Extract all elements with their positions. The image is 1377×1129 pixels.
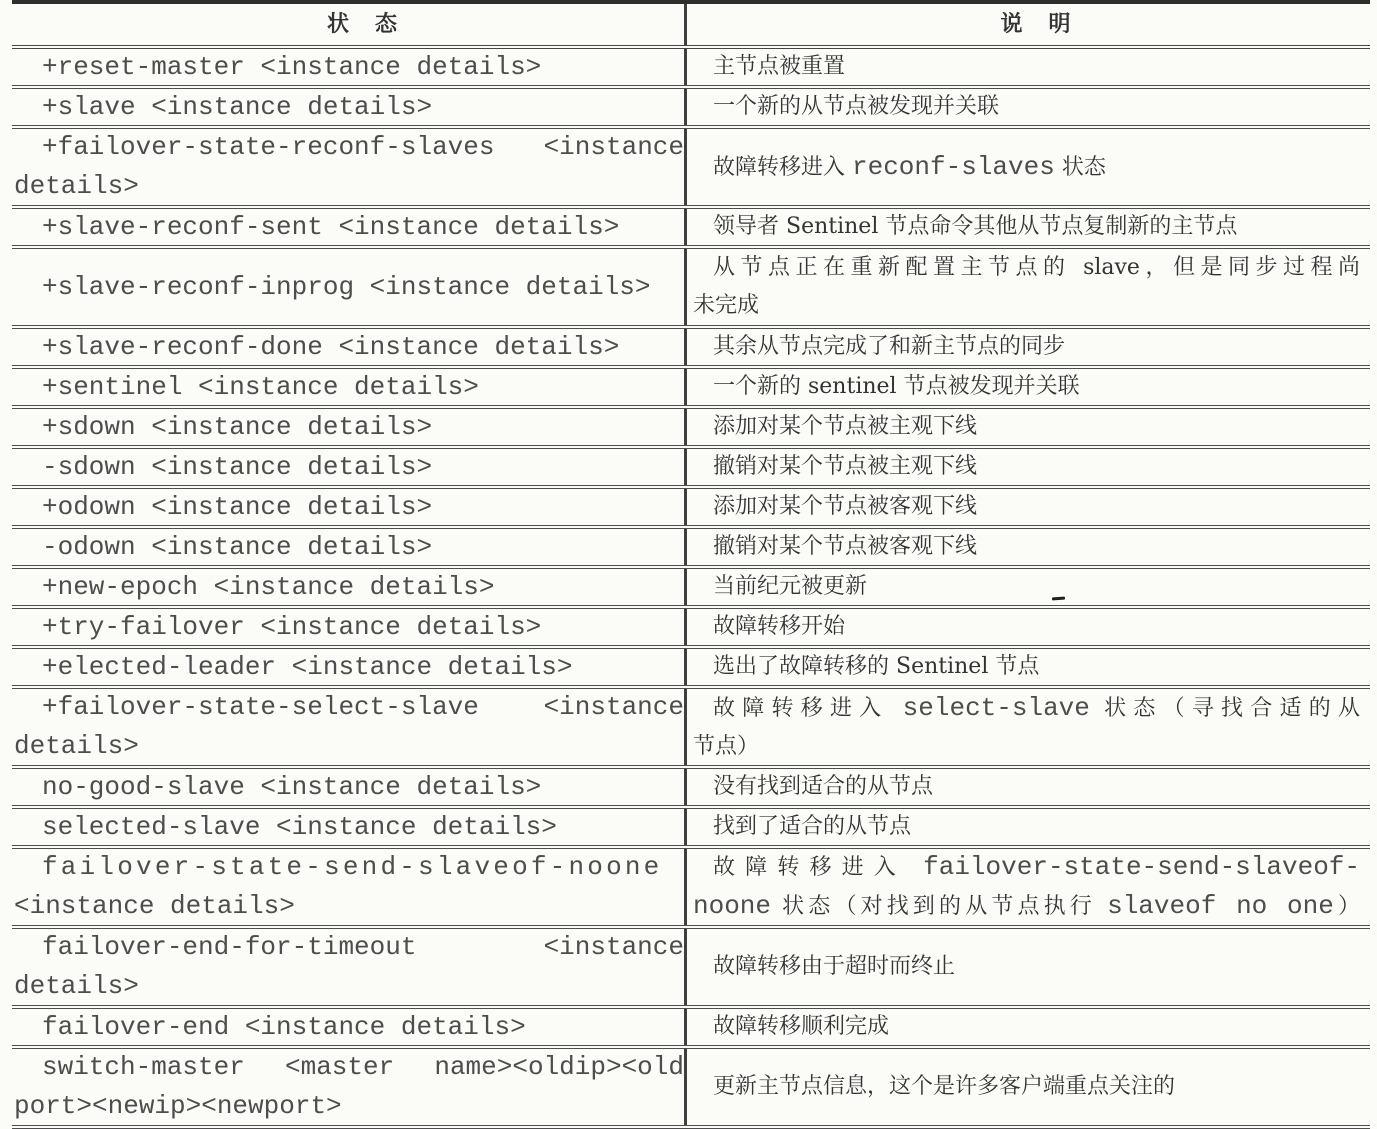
table-row — [12, 1049, 1370, 1129]
description-text-line — [693, 489, 1360, 525]
description-text-line — [693, 287, 1360, 325]
description-text-line — [693, 89, 1360, 125]
code-text: selected-slave <instance details> — [42, 811, 557, 842]
description-cell — [687, 209, 1370, 245]
description-cell — [687, 609, 1370, 645]
status-text-line — [14, 329, 684, 365]
plain-text: 状态 — [1054, 154, 1106, 180]
status-cell — [12, 1009, 687, 1045]
description-cell — [687, 529, 1370, 565]
description-cell — [687, 489, 1370, 525]
status-text-line — [14, 449, 684, 485]
status-cell — [12, 249, 687, 325]
code-text: switch-master <master name><oldip><old — [42, 1052, 684, 1082]
description-cell — [687, 769, 1370, 805]
code-text: <instance details> — [14, 891, 295, 921]
code-text: details> — [14, 971, 139, 1001]
code-text: +slave <instance details> — [42, 91, 433, 122]
code-text: failover-end-for-timeout <instance — [42, 932, 684, 962]
table-row — [12, 209, 1370, 249]
table-row — [12, 489, 1370, 529]
description-cell — [687, 649, 1370, 685]
description-text-line — [693, 769, 1360, 805]
code-text: slaveof no one — [1107, 891, 1334, 921]
description-cell — [687, 369, 1370, 405]
description-cell — [687, 569, 1370, 605]
table-row — [12, 529, 1370, 569]
status-text-line — [14, 529, 684, 565]
code-text: +slave-reconf-done <instance details> — [42, 331, 620, 362]
plain-text: ） — [1333, 894, 1360, 919]
description-text-line — [693, 689, 1360, 728]
description-cell — [687, 849, 1370, 925]
table-row — [12, 569, 1370, 609]
status-text-line — [14, 849, 684, 887]
status-text-line — [14, 1087, 684, 1125]
table-row — [12, 1009, 1370, 1049]
description-cell — [687, 49, 1370, 85]
description-text-line — [693, 569, 1360, 605]
table-row — [12, 649, 1370, 689]
code-text: -odown <instance details> — [42, 531, 433, 562]
table-row — [12, 769, 1370, 809]
description-text-line — [693, 849, 1360, 887]
code-text: -sdown <instance details> — [42, 451, 433, 482]
plain-text: 一个新的 sentinel 节点被发现并关联 — [713, 374, 1080, 399]
status-text-line — [14, 369, 684, 405]
code-text: +try-failover <instance details> — [42, 611, 542, 642]
table-row — [12, 849, 1370, 929]
status-cell — [12, 89, 687, 125]
table-row — [12, 809, 1370, 849]
plain-text: 故障转移开始 — [713, 614, 846, 639]
table-row — [12, 329, 1370, 369]
status-cell — [12, 569, 687, 605]
code-text: +new-epoch <instance details> — [42, 571, 495, 602]
code-text: details> — [14, 171, 139, 201]
table-header-row — [12, 4, 1370, 49]
description-cell — [687, 449, 1370, 485]
plain-text: 从节点正在重新配置主节点的 slave，但是同步过程尚 — [713, 255, 1360, 280]
description-cell — [687, 929, 1370, 1005]
description-cell — [687, 409, 1370, 445]
status-cell — [12, 449, 687, 485]
code-text: noone — [693, 891, 772, 921]
status-text-line — [14, 49, 684, 85]
status-cell — [12, 929, 687, 1005]
description-text-line — [693, 1009, 1360, 1045]
status-column-header — [12, 4, 687, 45]
status-text-line — [14, 1049, 684, 1087]
plain-text: 撤销对某个节点被客观下线 — [713, 534, 978, 559]
plain-text: 一个新的从节点被发现并关联 — [713, 94, 1000, 119]
code-text: +failover-state-select-slave <instance — [42, 692, 684, 722]
status-text-line — [14, 649, 684, 685]
plain-text: 选出了故障转移的 Sentinel 节点 — [713, 654, 1040, 679]
status-text-line — [14, 929, 684, 967]
table-row — [12, 249, 1370, 329]
code-text: +odown <instance details> — [42, 491, 433, 522]
description-cell — [687, 809, 1370, 845]
status-text-line — [14, 489, 684, 525]
description-cell — [687, 249, 1370, 325]
status-column-label: 状 态 — [326, 11, 399, 37]
description-cell — [687, 1009, 1370, 1045]
status-text-line — [14, 89, 684, 125]
plain-text: 添加对某个节点被主观下线 — [713, 414, 978, 439]
description-cell — [687, 1049, 1370, 1125]
status-text-line — [14, 727, 684, 765]
code-text: failover-end <instance details> — [42, 1011, 526, 1042]
description-text-line — [693, 887, 1360, 925]
table-body — [12, 49, 1370, 1129]
status-text-line — [14, 209, 684, 245]
status-cell — [12, 129, 687, 205]
status-text-line — [14, 129, 684, 167]
code-text: select-slave — [902, 692, 1090, 723]
status-cell — [12, 1049, 687, 1125]
plain-text: 节点） — [693, 733, 760, 759]
description-text-line — [693, 369, 1360, 405]
description-text-line — [693, 809, 1360, 845]
code-text: +failover-state-reconf-slaves <instance — [42, 132, 684, 162]
code-text: +sdown <instance details> — [42, 411, 433, 442]
table-row — [12, 449, 1370, 489]
code-text: failover-state-send-slaveof- — [923, 852, 1360, 882]
status-text-line — [14, 409, 684, 445]
status-cell — [12, 489, 687, 525]
description-text-line — [693, 728, 1360, 766]
plain-text: 状态（寻找合适的从 — [1089, 695, 1361, 721]
status-cell — [12, 209, 687, 245]
description-text-line — [693, 449, 1360, 485]
code-text: port><newip><newport> — [14, 1091, 342, 1121]
plain-text: 当前纪元被更新 — [713, 574, 868, 599]
plain-text: 主节点被重置 — [713, 54, 846, 79]
code-text: +elected-leader <instance details> — [42, 651, 573, 682]
table-row — [12, 49, 1370, 89]
table-row — [12, 409, 1370, 449]
plain-text: 领导者 Sentinel 节点命令其他从节点复制新的主节点 — [713, 214, 1238, 239]
code-text: +sentinel <instance details> — [42, 371, 479, 402]
plain-text: 其余从节点完成了和新主节点的同步 — [713, 334, 1066, 359]
code-text: failover-state-send-slaveof-noone — [42, 852, 663, 882]
description-text-line — [693, 948, 1360, 986]
description-text-line — [693, 249, 1360, 287]
status-cell — [12, 849, 687, 925]
description-text-line — [693, 329, 1360, 365]
description-cell — [687, 89, 1370, 125]
plain-text: 故障转移进入 — [713, 154, 852, 180]
status-text-line — [14, 809, 684, 845]
status-cell — [12, 529, 687, 565]
plain-text: 添加对某个节点被客观下线 — [713, 494, 978, 519]
plain-text: 故障转移由于超时而终止 — [713, 954, 956, 979]
status-text-line — [14, 689, 684, 727]
code-text: +slave-reconf-inprog <instance details> — [42, 271, 651, 302]
code-text: details> — [14, 731, 139, 761]
description-text-line — [693, 529, 1360, 565]
status-text-line — [14, 1009, 684, 1045]
table-row — [12, 129, 1370, 209]
status-text-line — [14, 769, 684, 805]
status-cell — [12, 689, 687, 765]
description-text-line — [693, 209, 1360, 245]
plain-text: 更新主节点信息，这个是许多客户端重点关注的 — [713, 1074, 1176, 1099]
sentinel-events-table — [12, 0, 1370, 1129]
status-cell — [12, 609, 687, 645]
description-text-line — [693, 148, 1360, 187]
description-text-line — [693, 49, 1360, 85]
description-column-header — [687, 4, 1370, 45]
plain-text: 故障转移顺利完成 — [713, 1014, 890, 1039]
plain-text: 未完成 — [693, 293, 760, 318]
table-row — [12, 929, 1370, 1009]
plain-text: 撤销对某个节点被主观下线 — [713, 454, 978, 479]
status-cell — [12, 409, 687, 445]
description-text-line — [693, 409, 1360, 445]
code-text: reconf-slaves — [852, 151, 1055, 182]
plain-text: 没有找到适合的从节点 — [713, 774, 934, 799]
description-column-label: 说 明 — [1000, 11, 1073, 37]
status-text-line — [14, 609, 684, 645]
plain-text: 故障转移进入 — [713, 855, 924, 880]
description-cell — [687, 689, 1370, 765]
plain-text: 找到了适合的从节点 — [713, 814, 912, 839]
status-cell — [12, 809, 687, 845]
status-text-line — [14, 167, 684, 205]
status-text-line — [14, 887, 684, 925]
plain-text: 状态（对找到的从节点执行 — [771, 894, 1108, 919]
status-text-line — [14, 967, 684, 1005]
status-cell — [12, 369, 687, 405]
description-cell — [687, 129, 1370, 205]
status-cell — [12, 649, 687, 685]
status-cell — [12, 769, 687, 805]
table-row — [12, 609, 1370, 649]
status-text-line — [14, 268, 684, 307]
table-row — [12, 369, 1370, 409]
plain-text: 故障转移进入 — [713, 695, 903, 721]
table-row — [12, 689, 1370, 769]
code-text: no-good-slave <instance details> — [42, 771, 542, 802]
description-text-line — [693, 649, 1360, 685]
description-cell — [687, 329, 1370, 365]
status-text-line — [14, 569, 684, 605]
status-cell — [12, 49, 687, 85]
code-text: +reset-master <instance details> — [42, 51, 542, 82]
table-row — [12, 89, 1370, 129]
code-text: +slave-reconf-sent <instance details> — [42, 211, 620, 242]
status-cell — [12, 329, 687, 365]
description-text-line — [693, 609, 1360, 645]
description-text-line — [693, 1068, 1360, 1106]
